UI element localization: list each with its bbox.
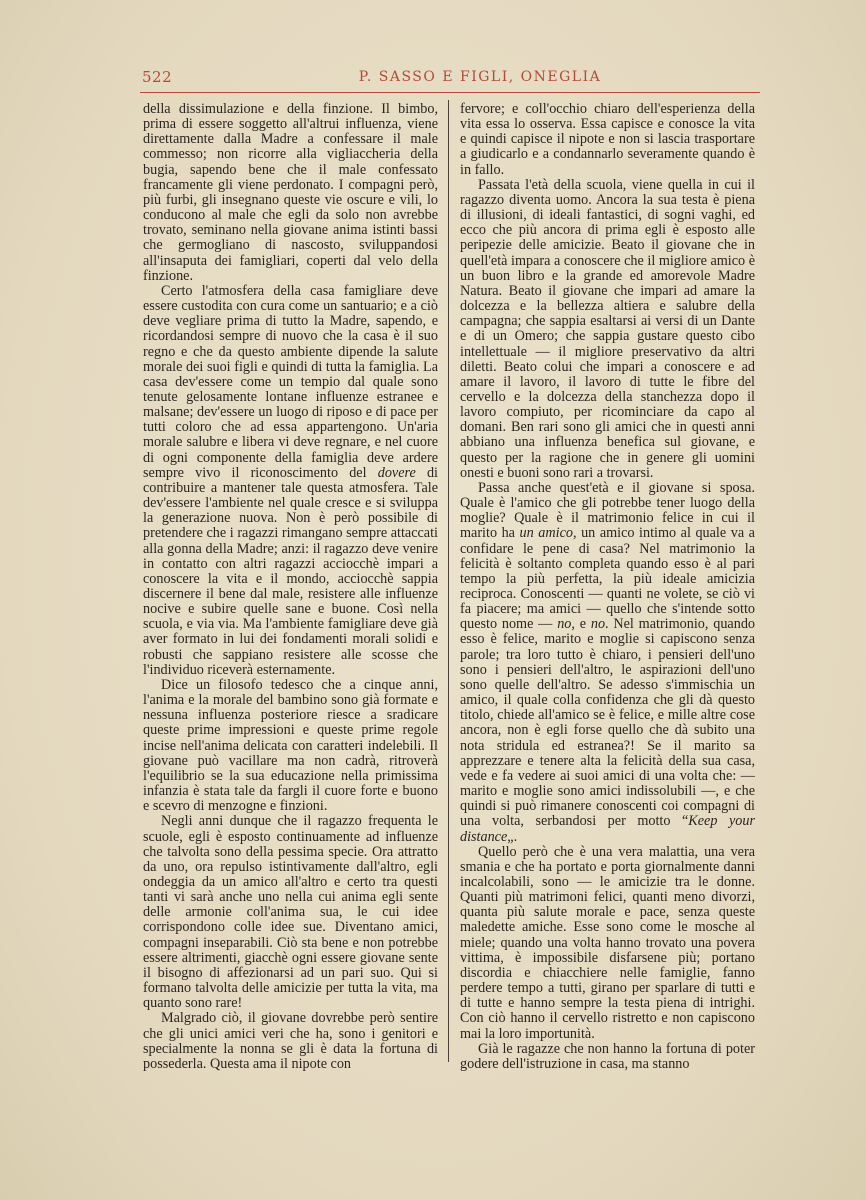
paragraph: fervore; e coll'occhio chiaro dell'esperienza della vita essa lo osserva. Essa capisce e conosce la vita e quindi capisce il nipote e non si lascia trasportare a giudicarlo e a condannarlo severamente quando è in fallo.	[460, 101, 755, 178]
text-run: Certo l'atmosfera della casa famigliare deve essere custodita con cura come un santuario; e a ciò deve vegliare prima di tutto la Madre, sapendo, e ricordandosi sempre di nuovo che la casa è il suo regno e che da questo ambiente dipende la salute morale dei suoi figli e quindi di tutta la famiglia. La casa dev'essere come un tempio dal quale sono tenute gelosamente lontane influenze estranee e malsane; dev'essere un luogo di riposo e di pace per tutti coloro che ad essa appartengono. Un'aria morale salubre e libera vi deve regnare, e nel cuore di ogni componente della famiglia deve ardere sempre vivo il riconoscimento del	[143, 282, 438, 481]
text-run: . Nel matrimonio, quando esso è felice, marito e moglie si capiscono senza parole; tra loro tutto è chiaro, i pensieri dell'uno sono i pensieri dell'altro, le aspirazioni dell'uno sono quelle dell'altro. Se adesso s'immischia un amico, il quale colla confidenza che gli dà questo titolo, chiede all'amico se è felice, e mille altre cose ancora, non è egli forse quello che dà subito una nota stridula ed estranea?! Se il marito sa apprezzare e tenere alta la felicità della sua casa, vede e fa vedere ai suoi amici di una volta che: — marito e moglie sono amici indissolubili —, e che quindi si può rimanere conoscenti coi compagni di una volta, serbandosi per motto “	[460, 616, 756, 830]
text-run: di contribuire a mantener tale questa atmosfera. Tale dev'essere l'ambiente nel quale cresce e si sviluppa la generazione nuova. Non è però possibile di pretendere che i ragazzi rimangano sempre attaccati alla gonna della Madre; anzi: il ragazzo deve venire in contatto con altri ragazzi acciocchè impari a conoscere la vita e il mondo, acciocchè sappia discernere il bene dal male, resistere alle influenze nocive e subire quelle sane e buone. Così nella scuola, e via via. Ma l'ambiente famigliare deve già aver formato in lui dei fondamenti morali solidi e robusti che sappiano resistere alle scosse che l'individuo riceverà esternamente.	[143, 464, 438, 678]
right-column	[460, 102, 755, 1072]
paragraph: della dissimulazione e della finzione. Il bimbo, prima di essere soggetto all'altrui influenza, viene direttamente dalla Madre a confessare il male commesso; non ricorre alla vigliaccheria della bugia, sapendo bene che il male confessato francamente gli viene perdonato. I compagni però, più furbi, gli insegnano queste vie oscure e vili, lo conducono al male che egli da solo non avrebbe trovato, seminano nella giovane anima istinti bassi che germogliano di nascosto, sviluppandosi all'insaputa dei famigliari, coperti dal velo della finzione.	[143, 101, 438, 284]
header-rule	[140, 92, 760, 93]
page-header	[140, 66, 760, 90]
italic-word: dovere	[377, 464, 416, 481]
paragraph: Malgrado ciò, il giovane dovrebbe però sentire che gli unici amici veri che ha, sono i genitori e specialmente la nonna se gli è data la fortuna di possederla. Questa ama il nipote con	[143, 1010, 438, 1072]
text-run: Passa anche quest'età e il giovane si sposa. Quale è l'amico che gli potrebbe tener luogo della moglie? Quale è il matrimonio felice in cui il marito ha	[460, 479, 755, 542]
paragraph	[460, 481, 755, 845]
italic-word: no	[590, 616, 606, 633]
paragraph: Negli anni dunque che il ragazzo frequenta le scuole, egli è esposto continuamente ad influenze che talvolta sono della pessima specie. Ora attratto da uno, ora repulso istintivamente dall'altro, egli ondeggia da un amico all'altro e certo tra questi tanti vi sarà anche uno nella cui anima egli sente delle armonie coll'anima sua, le cui idee corrispondono colle idee sue. Diventano amici, compagni inseparabili. Ciò sta bene e non potrebbe essere altrimenti, giacchè ogni essere giovane sente il bisogno di affezionarsi ad un pari suo. Qui si formano talvolta delle amicizie per tutta la vita, ma quanto sono rare!	[143, 813, 438, 1012]
paragraph	[143, 284, 438, 678]
text-run: „.	[507, 828, 518, 845]
column-divider	[448, 100, 449, 1062]
text-run: , e	[571, 616, 587, 633]
italic-motto: Keep your distance	[460, 813, 755, 845]
text-run: , un amico intimo al quale va a confidare le pene di casa? Nel matrimonio la felicità è soltanto completa quando esso è al pari tempo la più perfetta, la più ideale amicizia reciproca. Conoscenti — quanti ne volete, se ciò vi fa piacere; ma amici — quello che s'intende sotto questo nome —	[460, 525, 755, 633]
paragraph: Già le ragazze che non hanno la fortuna di poter godere dell'istruzione in casa, ma stanno	[460, 1040, 755, 1072]
paragraph: Dice un filosofo tedesco che a cinque anni, l'anima e la morale del bambino sono già formate e nessuna influenza posteriore riesce a sradicare queste prime impressioni e queste prime regole incise nell'anima delicata con caratteri indelebili. Il giovane può vacillare ma non cadrà, ritroverà l'equilibrio se la sua educazione nella primissima infanzia è stata tale da fargli il cuore forte e buono e scevro di menzogne e finzioni.	[143, 676, 438, 815]
left-column	[143, 102, 438, 1072]
italic-word: un amico	[519, 525, 573, 542]
paragraph: Quello però che è una vera malattia, una vera smania e che ha portato e porta giornalmente danni incalcolabili, sono — le amicizie tra le donne. Quanti più matrimoni felici, quanti meno divorzi, quanta più salute morale e pace, senza queste maledette amiche. Esse sono come le mosche al miele; quando una volta hanno trovato una povera vittima, è impossibile disfarsene più; portano discordia e chiacchiere nelle famiglie, fanno perdere tempo a tutti, girano per sparlare di tutti e di tutte e hanno sempre la testa piena di intrighi. Con ciò hanno il cervello ristretto e non capiscono mai la loro importunità.	[460, 843, 755, 1042]
paragraph: Passata l'età della scuola, viene quella in cui il ragazzo diventa uomo. Ancora la sua testa è piena di illusioni, di ideali fantastici, di sogni vaghi, ed ecco che più ancora di prima egli è esposto alle peripezie delle amicizie. Beato il giovane che in quell'età impara a conoscere che il migliore amico è un buon libro e la grande ed amorevole Madre Natura. Beato il giovane che impari ad amare la dolcezza e la bellezza altiera e salubre della campagna; che sappia esaltarsi ai versi di un Dante e di un Omero; che sappia gustare questo cibo intellettuale — il migliore preservativo da altri diletti. Beato colui che impari a conoscere e ad amare il lavoro, il lavoro di tutte le fibre del cervello e la dolcezza della stanchezza dopo il lavoro compiuto, per ricominciare da capo al domani. Ben rari sono gli amici che in questi anni abbiano una influenza benefica sul giovane, e questo per la ragione che in genere gli uomini onesti e buoni sono rari a trovarsi.	[460, 176, 755, 481]
italic-word: no	[557, 616, 572, 633]
running-head: P. SASSO E FIGLI, ONEGLIA	[358, 69, 602, 85]
page-number: 522	[142, 68, 173, 86]
